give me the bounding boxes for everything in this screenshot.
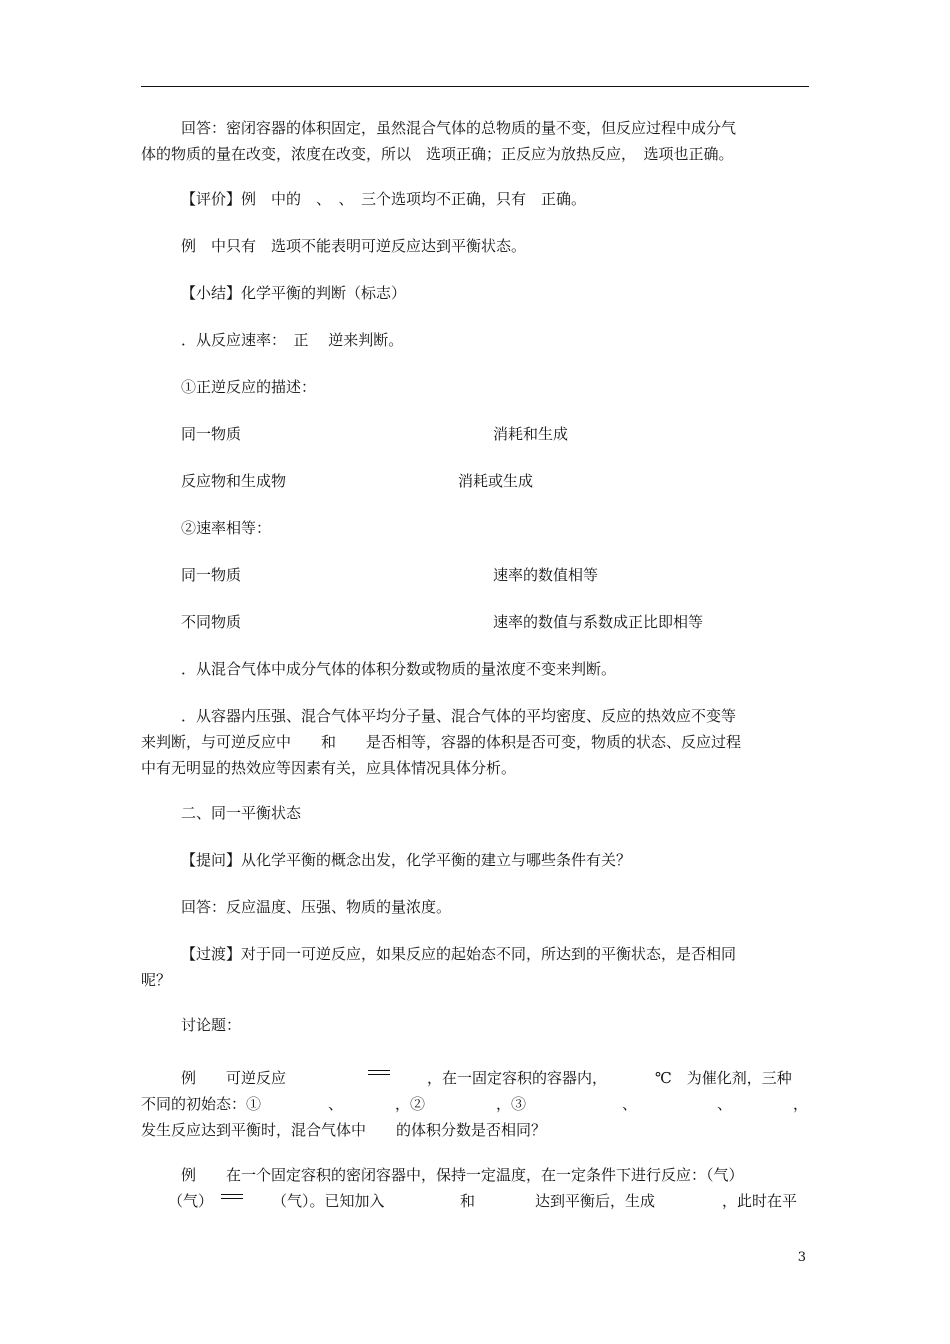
example-line: （气）。已知加入	[272, 1192, 385, 1210]
table-cell: 同一物质	[181, 425, 242, 443]
paragraph-line: ．从容器内压强、混合气体平均分子量、混合气体的平均密度、反应的热效应不变等	[181, 707, 737, 725]
table-cell: 速率的数值与系数成正比即相等	[493, 613, 704, 631]
page-number: 3	[797, 1250, 806, 1265]
example-line: 发生反应达到平衡时，混合气体中 的体积分数是否相同？	[141, 1121, 547, 1139]
example-line: 例 在一个固定容积的密闭容器中，保持一定温度，在一定条件下进行反应：（气）	[181, 1166, 744, 1184]
paragraph-line: 中有无明显的热效应等因素有关，应具体情况具体分析。	[141, 759, 517, 777]
evaluation-line: 【评价】例 中的 、 、 三个选项均不正确，只有 正确。	[181, 190, 587, 208]
paragraph-line: ①正逆反应的描述：	[181, 378, 317, 396]
table-cell: 不同物质	[181, 613, 242, 631]
example-line: 不同的初始态：①	[141, 1095, 262, 1113]
example-line: 、	[717, 1095, 733, 1113]
example-line: （气）	[168, 1192, 214, 1210]
table-cell: 速率的数值相等	[493, 566, 599, 584]
example-line: 、	[622, 1095, 638, 1113]
answer-line: 回答：反应温度、压强、物质的量浓度。	[181, 898, 452, 916]
paragraph-line: ．从反应速率： 正 逆来判断。	[181, 331, 404, 349]
example-line: ℃ 为催化剂，三种	[655, 1069, 792, 1087]
example-line: 和	[460, 1192, 476, 1210]
question-line: 【提问】从化学平衡的概念出发，化学平衡的建立与哪些条件有关？	[181, 851, 632, 869]
example-line: ，③	[496, 1095, 527, 1113]
paragraph-line: 来判断，与可逆反应中 和 是否相等，容器的体积是否可变，物质的状态、反应过程	[141, 733, 742, 751]
paragraph-line: ．从混合气体中成分气体的体积分数或物质的量浓度不变来判断。	[181, 660, 617, 678]
transition-line: 【过渡】对于同一可逆反应，如果反应的起始态不同，所达到的平衡状态，是否相同	[181, 945, 737, 963]
table-cell: 同一物质	[181, 566, 242, 584]
section-heading: 二、同一平衡状态	[181, 804, 302, 822]
table-cell: 消耗和生成	[493, 425, 569, 443]
summary-heading: 【小结】化学平衡的判断（标志）	[181, 284, 407, 302]
paragraph-line: 呢？	[141, 971, 172, 989]
paragraph-line: 例 中只有 选项不能表明可逆反应达到平衡状态。	[181, 237, 527, 255]
discussion-heading: 讨论题：	[181, 1016, 242, 1034]
paragraph-line: 回答：密闭容器的体积固定，虽然混合气体的总物质的量不变，但反应过程中成分气	[181, 119, 737, 137]
header-rule	[141, 86, 809, 87]
example-line: 例 可逆反应	[181, 1069, 287, 1087]
example-line: ，此时在平	[722, 1192, 798, 1210]
table-cell: 消耗或生成	[458, 472, 534, 490]
paragraph-line: 体的物质的量在改变，浓度在改变，所以 选项正确；正反应为放热反应， 选项也正确。	[141, 145, 734, 163]
example-line: 达到平衡后，生成	[535, 1192, 656, 1210]
reversible-arrow-icon	[368, 1068, 390, 1078]
table-cell: 反应物和生成物	[181, 472, 287, 490]
example-line: ，	[793, 1095, 809, 1113]
example-line: 、	[328, 1095, 344, 1113]
example-line: ，②	[395, 1095, 426, 1113]
paragraph-line: ②速率相等：	[181, 519, 272, 537]
example-line: ，在一固定容积的容器内，	[427, 1069, 608, 1087]
reversible-arrow-icon	[221, 1192, 243, 1202]
